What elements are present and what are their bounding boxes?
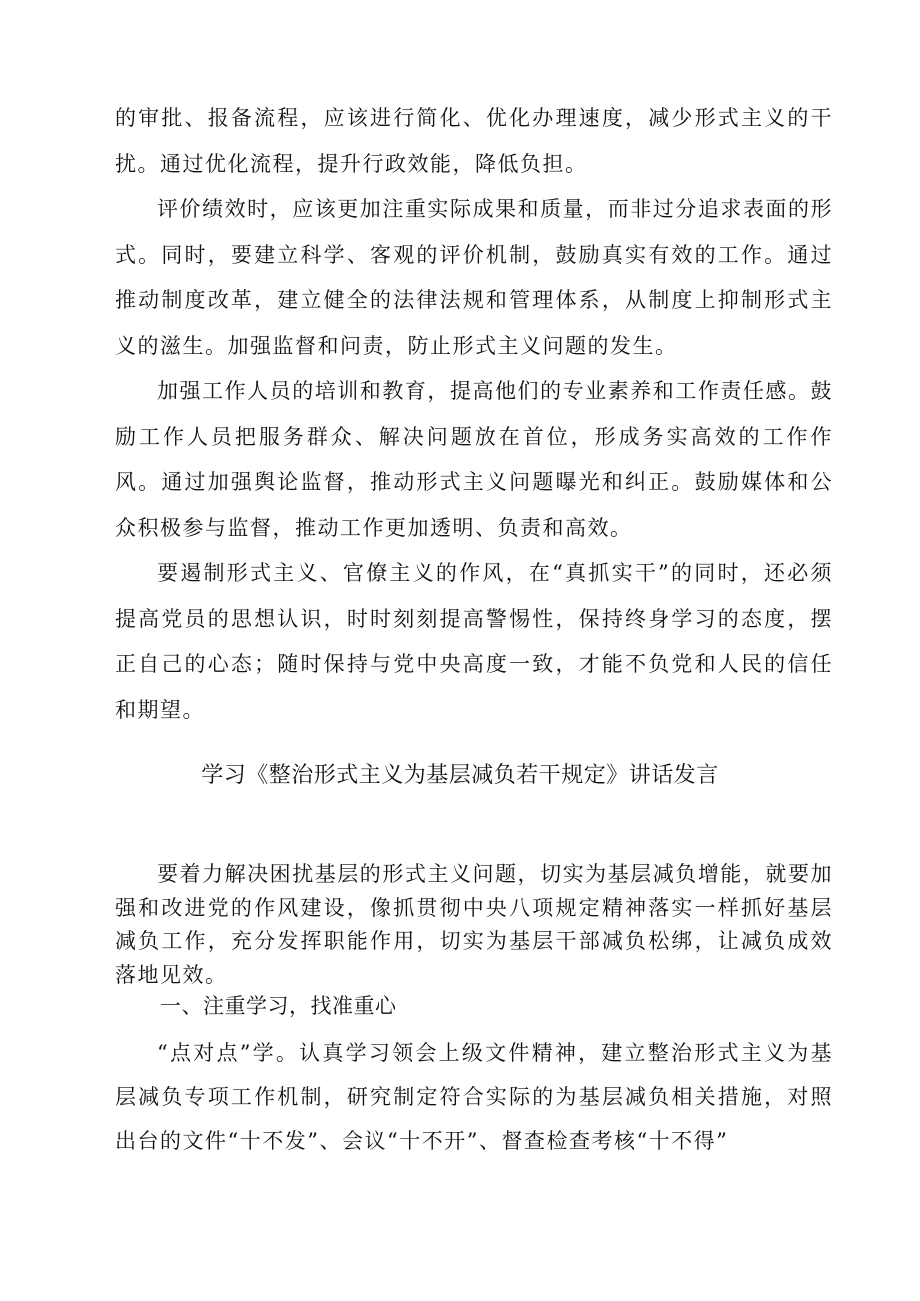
paragraph-conclusion: 要遏制形式主义、官僚主义的作风，在“真抓实干”的同时，还必须提高党员的思想认识，时时刻刻提高警惕性，保持终身学习的态度，摆正自己的心态；随时保持与党中央高度一致，才能不负党和人民的信任和期望。 xyxy=(115,561,833,722)
text-section-intro xyxy=(115,96,833,733)
text-section-study xyxy=(115,1031,833,1163)
paragraph-point-to-point: “点对点”学。认真学习领会上级文件精神，建立整治形式主义为基层减负专项工作机制，研究制定符合实际的为基层减负相关措施，对照出台的文件“十不发”、会议“十不开”、督查检查考核“十不得” xyxy=(115,1041,833,1153)
text-section-lead xyxy=(115,858,833,992)
section-heading-1: 一、注重学习，找准重心 xyxy=(160,994,397,1018)
paragraph-lead: 要着力解决困扰基层的形式主义问题，切实为基层减负增能，就要加强和改进党的作风建设，像抓贯彻中央八项规定精神落实一样抓好基层减负工作，充分发挥职能作用，切实为基层干部减负松绑，让减负成效落地见效。 xyxy=(115,862,833,987)
article-title: 学习《整治形式主义为基层减负若干规定》讲话发言 xyxy=(201,763,719,788)
paragraph-evaluation: 评价绩效时，应该更加注重实际成果和质量，而非过分追求表面的形式。同时，要建立科学、客观的评价机制，鼓励真实有效的工作。通过推动制度改革，建立健全的法律法规和管理体系，从制度上抑制形式主义的滋生。加强监督和问责，防止形式主义问题的发生。 xyxy=(115,197,833,358)
paragraph-training: 加强工作人员的培训和教育，提高他们的专业素养和工作责任感。鼓励工作人员把服务群众、解决问题放在首位，形成务实高效的工作作风。通过加强舆论监督，推动形式主义问题曝光和纠正。鼓励媒体和公众积极参与监督，推动工作更加透明、负责和高效。 xyxy=(115,379,833,540)
paragraph-approval: 的审批、报备流程，应该进行简化、优化办理速度，减少形式主义的干扰。通过优化流程，提升行政效能，降低负担。 xyxy=(115,106,833,176)
